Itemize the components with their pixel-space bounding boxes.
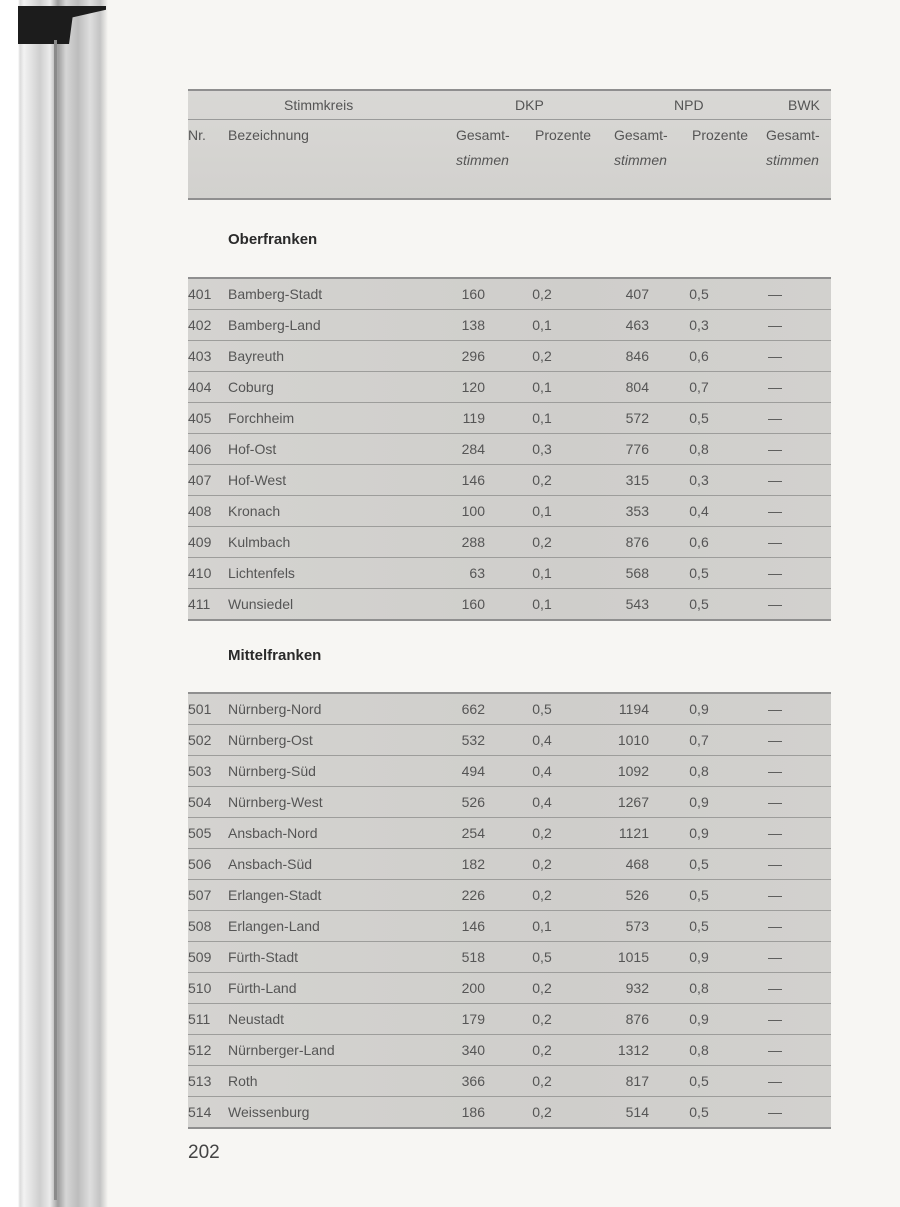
cell-dkp-gesamtstimmen: 186: [461, 1104, 485, 1120]
table-mittelfranken: [188, 692, 831, 1129]
table-row: [188, 818, 831, 849]
cell-bwk-gesamtstimmen: —: [768, 1104, 782, 1120]
cell-npd-prozente: 0,6: [689, 348, 709, 364]
table-row: [188, 756, 831, 787]
cell-dkp-prozente: 0,2: [532, 887, 552, 903]
cell-npd-gesamtstimmen: 353: [625, 503, 649, 519]
cell-dkp-prozente: 0,1: [532, 596, 552, 612]
cell-npd-gesamtstimmen: 526: [625, 887, 649, 903]
cell-bwk-gesamtstimmen: —: [768, 503, 782, 519]
table-row: [188, 787, 831, 818]
cell-bezeichnung: Weissenburg: [228, 1104, 310, 1120]
cell-npd-gesamtstimmen: 876: [625, 1011, 649, 1027]
header-divider: [188, 119, 831, 120]
cell-npd-prozente: 0,5: [689, 565, 709, 581]
cell-dkp-gesamtstimmen: 138: [461, 317, 485, 333]
cell-npd-prozente: 0,8: [689, 1042, 709, 1058]
header-group-npd: NPD: [674, 97, 704, 113]
cell-npd-prozente: 0,7: [689, 732, 709, 748]
cell-nr: 508: [188, 918, 212, 934]
cell-dkp-prozente: 0,2: [532, 472, 552, 488]
cell-nr: 501: [188, 701, 212, 717]
cell-dkp-gesamtstimmen: 340: [461, 1042, 485, 1058]
page-number: 202: [188, 1142, 220, 1163]
cell-bezeichnung: Fürth-Land: [228, 980, 297, 996]
table-row: [188, 1097, 831, 1127]
cell-npd-prozente: 0,5: [689, 1104, 709, 1120]
cell-dkp-prozente: 0,2: [532, 1042, 552, 1058]
cell-nr: 510: [188, 980, 212, 996]
cell-dkp-gesamtstimmen: 518: [461, 949, 485, 965]
cell-bwk-gesamtstimmen: —: [768, 856, 782, 872]
cell-npd-prozente: 0,5: [689, 1073, 709, 1089]
cell-npd-gesamtstimmen: 1015: [617, 949, 649, 965]
cell-npd-prozente: 0,9: [689, 1011, 709, 1027]
cell-bezeichnung: Hof-West: [228, 472, 287, 488]
cell-nr: 407: [188, 472, 212, 488]
cell-dkp-gesamtstimmen: 288: [461, 534, 485, 550]
cell-nr: 513: [188, 1073, 212, 1089]
cell-dkp-gesamtstimmen: 120: [461, 379, 485, 395]
header-col-dkp-gesamt: Gesamt-: [456, 127, 510, 143]
cell-bezeichnung: Hof-Ost: [228, 441, 277, 457]
table-row: [188, 434, 831, 465]
table-row: [188, 589, 831, 619]
cell-dkp-prozente: 0,2: [532, 980, 552, 996]
cell-npd-prozente: 0,9: [689, 949, 709, 965]
cell-npd-gesamtstimmen: 1010: [617, 732, 649, 748]
cell-bwk-gesamtstimmen: —: [768, 887, 782, 903]
cell-npd-gesamtstimmen: 817: [625, 1073, 649, 1089]
cell-dkp-prozente: 0,2: [532, 534, 552, 550]
table-row: [188, 973, 831, 1004]
cell-npd-prozente: 0,4: [689, 503, 709, 519]
cell-dkp-prozente: 0,2: [532, 856, 552, 872]
table-row: [188, 465, 831, 496]
cell-npd-prozente: 0,9: [689, 701, 709, 717]
cell-bwk-gesamtstimmen: —: [768, 534, 782, 550]
cell-bwk-gesamtstimmen: —: [768, 441, 782, 457]
cell-dkp-prozente: 0,1: [532, 503, 552, 519]
cell-npd-gesamtstimmen: 468: [625, 856, 649, 872]
cell-dkp-gesamtstimmen: 63: [469, 565, 485, 581]
cell-dkp-prozente: 0,2: [532, 286, 552, 302]
cell-dkp-prozente: 0,4: [532, 763, 552, 779]
table-row: [188, 372, 831, 403]
header-col-dkp-prozente: Prozente: [535, 127, 592, 143]
cell-bwk-gesamtstimmen: —: [768, 949, 782, 965]
cell-dkp-gesamtstimmen: 296: [461, 348, 485, 364]
cell-nr: 502: [188, 732, 212, 748]
cell-bezeichnung: Nürnberg-Nord: [228, 701, 322, 717]
cell-bezeichnung: Kronach: [228, 503, 281, 519]
cell-bezeichnung: Erlangen-Stadt: [228, 887, 322, 903]
table-oberfranken: [188, 277, 831, 621]
cell-bezeichnung: Erlangen-Land: [228, 918, 320, 934]
header-col-npd-prozente: Prozente: [692, 127, 749, 143]
cell-nr: 403: [188, 348, 212, 364]
cell-dkp-prozente: 0,1: [532, 379, 552, 395]
cell-bezeichnung: Nürnberg-Süd: [228, 763, 316, 779]
cell-nr: 401: [188, 286, 212, 302]
cell-bezeichnung: Ansbach-Süd: [228, 856, 313, 872]
cell-nr: 514: [188, 1104, 212, 1120]
header-col-npd-gesamt: Gesamt-: [614, 127, 668, 143]
cell-nr: 503: [188, 763, 212, 779]
cell-bwk-gesamtstimmen: —: [768, 410, 782, 426]
cell-npd-gesamtstimmen: 543: [625, 596, 649, 612]
header-col-bwk-stimmen: stimmen: [766, 152, 819, 168]
cell-dkp-prozente: 0,5: [532, 701, 552, 717]
cell-nr: 409: [188, 534, 212, 550]
cell-npd-prozente: 0,5: [689, 286, 709, 302]
cell-nr: 408: [188, 503, 212, 519]
cell-nr: 507: [188, 887, 212, 903]
cell-nr: 509: [188, 949, 212, 965]
cell-bezeichnung: Kulmbach: [228, 534, 291, 550]
cell-bezeichnung: Bayreuth: [228, 348, 285, 364]
cell-npd-prozente: 0,5: [689, 596, 709, 612]
cell-nr: 511: [188, 1011, 211, 1027]
cell-npd-gesamtstimmen: 572: [625, 410, 649, 426]
cell-dkp-gesamtstimmen: 366: [461, 1073, 485, 1089]
header-group-stimmkreis: Stimmkreis: [284, 97, 354, 113]
cell-bezeichnung: Coburg: [228, 379, 274, 395]
cell-bwk-gesamtstimmen: —: [768, 348, 782, 364]
cell-nr: 512: [188, 1042, 212, 1058]
cell-dkp-prozente: 0,1: [532, 565, 552, 581]
cell-bezeichnung: Nürnberger-Land: [228, 1042, 335, 1058]
cell-nr: 410: [188, 565, 212, 581]
cell-npd-prozente: 0,7: [689, 379, 709, 395]
table-row: [188, 341, 831, 372]
cell-dkp-gesamtstimmen: 100: [461, 503, 485, 519]
cell-bezeichnung: Wunsiedel: [228, 596, 294, 612]
cell-bezeichnung: Bamberg-Stadt: [228, 286, 323, 302]
cell-dkp-gesamtstimmen: 182: [461, 856, 485, 872]
cell-dkp-gesamtstimmen: 662: [461, 701, 485, 717]
cell-bezeichnung: Lichtenfels: [228, 565, 295, 581]
cell-npd-gesamtstimmen: 1312: [617, 1042, 649, 1058]
cell-npd-gesamtstimmen: 514: [625, 1104, 649, 1120]
cell-bwk-gesamtstimmen: —: [768, 918, 782, 934]
cell-dkp-prozente: 0,1: [532, 410, 552, 426]
cell-bezeichnung: Bamberg-Land: [228, 317, 321, 333]
binding-edge: [54, 40, 57, 1200]
table-row: [188, 1004, 831, 1035]
table-header: [188, 89, 831, 200]
header-col-dkp-stimmen: stimmen: [456, 152, 509, 168]
cell-bwk-gesamtstimmen: —: [768, 980, 782, 996]
cell-npd-gesamtstimmen: 1267: [617, 794, 649, 810]
cell-npd-gesamtstimmen: 846: [625, 348, 649, 364]
cell-dkp-gesamtstimmen: 160: [461, 596, 485, 612]
cell-dkp-prozente: 0,2: [532, 1011, 552, 1027]
cell-bwk-gesamtstimmen: —: [768, 565, 782, 581]
cell-bwk-gesamtstimmen: —: [768, 701, 782, 717]
cell-npd-prozente: 0,5: [689, 887, 709, 903]
table-row: [188, 403, 831, 434]
cell-npd-prozente: 0,3: [689, 472, 709, 488]
cell-bwk-gesamtstimmen: —: [768, 794, 782, 810]
cell-bwk-gesamtstimmen: —: [768, 732, 782, 748]
cell-npd-gesamtstimmen: 407: [625, 286, 649, 302]
cell-npd-prozente: 0,8: [689, 441, 709, 457]
cell-npd-gesamtstimmen: 463: [625, 317, 649, 333]
table-row: [188, 527, 831, 558]
cell-bezeichnung: Nürnberg-Ost: [228, 732, 313, 748]
table-row: [188, 942, 831, 973]
cell-dkp-prozente: 0,2: [532, 1104, 552, 1120]
cell-npd-prozente: 0,5: [689, 918, 709, 934]
cell-bwk-gesamtstimmen: —: [768, 286, 782, 302]
cell-nr: 406: [188, 441, 212, 457]
table-row: [188, 880, 831, 911]
cell-bwk-gesamtstimmen: —: [768, 472, 782, 488]
table-row: [188, 310, 831, 341]
cell-dkp-gesamtstimmen: 146: [461, 472, 485, 488]
cell-bezeichnung: Neustadt: [228, 1011, 285, 1027]
cell-dkp-gesamtstimmen: 146: [461, 918, 485, 934]
cell-npd-gesamtstimmen: 315: [625, 472, 649, 488]
cell-dkp-gesamtstimmen: 179: [461, 1011, 485, 1027]
cell-dkp-prozente: 0,2: [532, 825, 552, 841]
cell-npd-prozente: 0,9: [689, 825, 709, 841]
cell-bwk-gesamtstimmen: —: [768, 596, 782, 612]
cell-nr: 402: [188, 317, 212, 333]
header-col-bwk-gesamt: Gesamt-: [766, 127, 820, 143]
cell-npd-gesamtstimmen: 573: [625, 918, 649, 934]
cell-npd-gesamtstimmen: 568: [625, 565, 649, 581]
cell-dkp-gesamtstimmen: 200: [461, 980, 485, 996]
cell-bwk-gesamtstimmen: —: [768, 1042, 782, 1058]
cell-dkp-gesamtstimmen: 284: [461, 441, 485, 457]
cell-bwk-gesamtstimmen: —: [768, 379, 782, 395]
table-row: [188, 496, 831, 527]
cell-npd-prozente: 0,5: [689, 410, 709, 426]
cell-npd-prozente: 0,8: [689, 763, 709, 779]
cell-dkp-gesamtstimmen: 526: [461, 794, 485, 810]
cell-nr: 405: [188, 410, 212, 426]
cell-dkp-prozente: 0,1: [532, 317, 552, 333]
header-group-dkp: DKP: [515, 97, 544, 113]
cell-npd-prozente: 0,5: [689, 856, 709, 872]
cell-npd-gesamtstimmen: 804: [625, 379, 649, 395]
cell-nr: 506: [188, 856, 212, 872]
cell-npd-gesamtstimmen: 876: [625, 534, 649, 550]
cell-nr: 504: [188, 794, 212, 810]
cell-nr: 404: [188, 379, 212, 395]
table-row: [188, 1035, 831, 1066]
cell-nr: 411: [188, 596, 211, 612]
cell-dkp-gesamtstimmen: 160: [461, 286, 485, 302]
page-content: [188, 89, 831, 1120]
cell-bezeichnung: Nürnberg-West: [228, 794, 323, 810]
table-row: [188, 694, 831, 725]
cell-npd-gesamtstimmen: 776: [625, 441, 649, 457]
cell-npd-gesamtstimmen: 1194: [618, 701, 649, 717]
table-row: [188, 279, 831, 310]
cell-nr: 505: [188, 825, 212, 841]
cell-dkp-gesamtstimmen: 254: [461, 825, 485, 841]
header-col-bezeichnung: Bezeichnung: [228, 127, 309, 143]
cell-dkp-gesamtstimmen: 532: [461, 732, 485, 748]
section-title-oberfranken: Oberfranken: [228, 231, 318, 248]
section-title-mittelfranken: Mittelfranken: [228, 647, 322, 664]
cell-dkp-gesamtstimmen: 119: [462, 410, 485, 426]
cell-dkp-prozente: 0,4: [532, 732, 552, 748]
table-row: [188, 849, 831, 880]
cell-bezeichnung: Forchheim: [228, 410, 295, 426]
cell-dkp-prozente: 0,3: [532, 441, 552, 457]
cell-npd-prozente: 0,8: [689, 980, 709, 996]
cell-bwk-gesamtstimmen: —: [768, 1011, 782, 1027]
cell-npd-prozente: 0,6: [689, 534, 709, 550]
cell-dkp-prozente: 0,2: [532, 348, 552, 364]
cell-bwk-gesamtstimmen: —: [768, 1073, 782, 1089]
cell-bezeichnung: Fürth-Stadt: [228, 949, 299, 965]
cell-npd-prozente: 0,3: [689, 317, 709, 333]
table-row: [188, 911, 831, 942]
cell-dkp-gesamtstimmen: 494: [461, 763, 485, 779]
cell-dkp-prozente: 0,2: [532, 1073, 552, 1089]
cell-bezeichnung: Ansbach-Nord: [228, 825, 318, 841]
cell-dkp-gesamtstimmen: 226: [461, 887, 485, 903]
cell-bwk-gesamtstimmen: —: [768, 317, 782, 333]
cell-npd-gesamtstimmen: 1121: [618, 825, 649, 841]
table-row: [188, 558, 831, 589]
cell-bwk-gesamtstimmen: —: [768, 825, 782, 841]
header-col-npd-stimmen: stimmen: [614, 152, 667, 168]
table-row: [188, 1066, 831, 1097]
cell-npd-prozente: 0,9: [689, 794, 709, 810]
cell-npd-gesamtstimmen: 1092: [617, 763, 649, 779]
cell-dkp-prozente: 0,5: [532, 949, 552, 965]
table-row: [188, 725, 831, 756]
cell-dkp-prozente: 0,4: [532, 794, 552, 810]
header-col-nr: Nr.: [188, 127, 206, 143]
header-group-bwk: BWK: [788, 97, 820, 113]
cell-bwk-gesamtstimmen: —: [768, 763, 782, 779]
cell-npd-gesamtstimmen: 932: [625, 980, 649, 996]
cell-bezeichnung: Roth: [228, 1073, 258, 1089]
cell-dkp-prozente: 0,1: [532, 918, 552, 934]
